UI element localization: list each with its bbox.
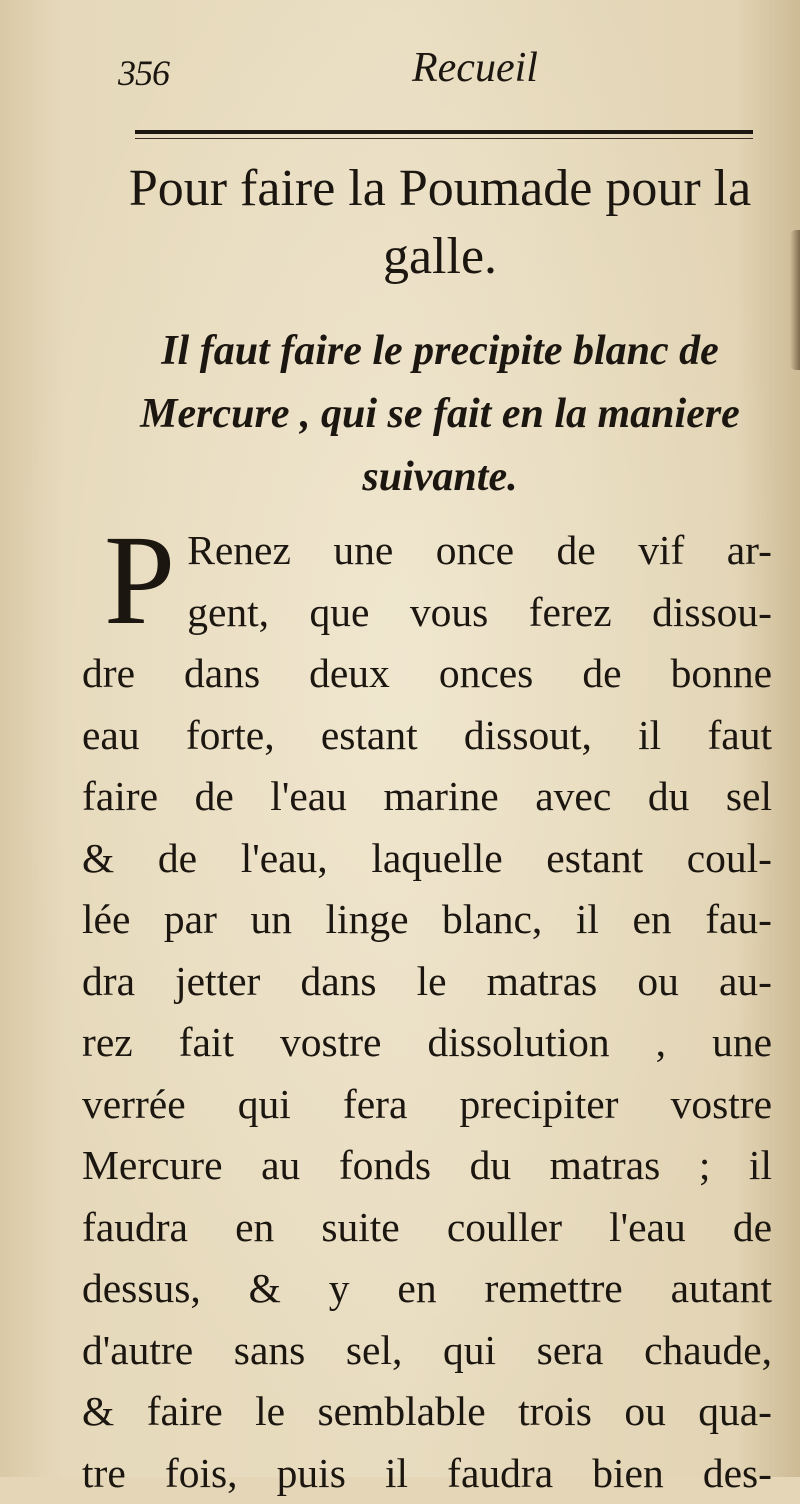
body-line: Renez une once de vif ar- [187, 520, 772, 582]
body-line: lée par un linge blanc, il en fau- [82, 889, 772, 951]
body-line: dra jetter dans le matras ou au- [82, 951, 772, 1013]
running-head: Recueil [412, 44, 538, 92]
body-line: & faire le semblable trois ou qua- [82, 1381, 772, 1443]
recipe-title: Pour faire la Poumade pour la galle. [110, 155, 770, 291]
header-rule [135, 130, 753, 134]
header-rule-thin [135, 138, 753, 139]
body-line: d'autre sans sel, qui sera chaude, [82, 1320, 772, 1382]
recipe-subtitle: Il faut faire le precipite blanc de Mercure , qui se fait en la maniere suivante. [110, 320, 770, 509]
body-line: rez fait vostre dissolution , une [82, 1012, 772, 1074]
recipe-body [82, 520, 772, 1504]
body-line: Mercure au fonds du matras ; il [82, 1135, 772, 1197]
body-line: faire de l'eau marine avec du sel [82, 766, 772, 828]
body-line: eau forte, estant dissout, il faut [82, 705, 772, 767]
page-edge-shadow [790, 230, 800, 370]
body-line: dre dans deux onces de bonne [82, 643, 772, 705]
body-line: dessus, & y en remettre autant [82, 1258, 772, 1320]
body-line: gent, que vous ferez dissou- [187, 582, 772, 644]
body-line: faudra en suite couller l'eau de [82, 1197, 772, 1259]
drop-cap: P [104, 526, 175, 634]
body-line: & de l'eau, laquelle estant coul- [82, 828, 772, 890]
page-header [112, 40, 752, 100]
body-line: verrée qui fera precipiter vostre [82, 1074, 772, 1136]
page-number: 356 [118, 52, 169, 94]
body-line: tre fois, puis il faudra bien des- [82, 1443, 772, 1504]
